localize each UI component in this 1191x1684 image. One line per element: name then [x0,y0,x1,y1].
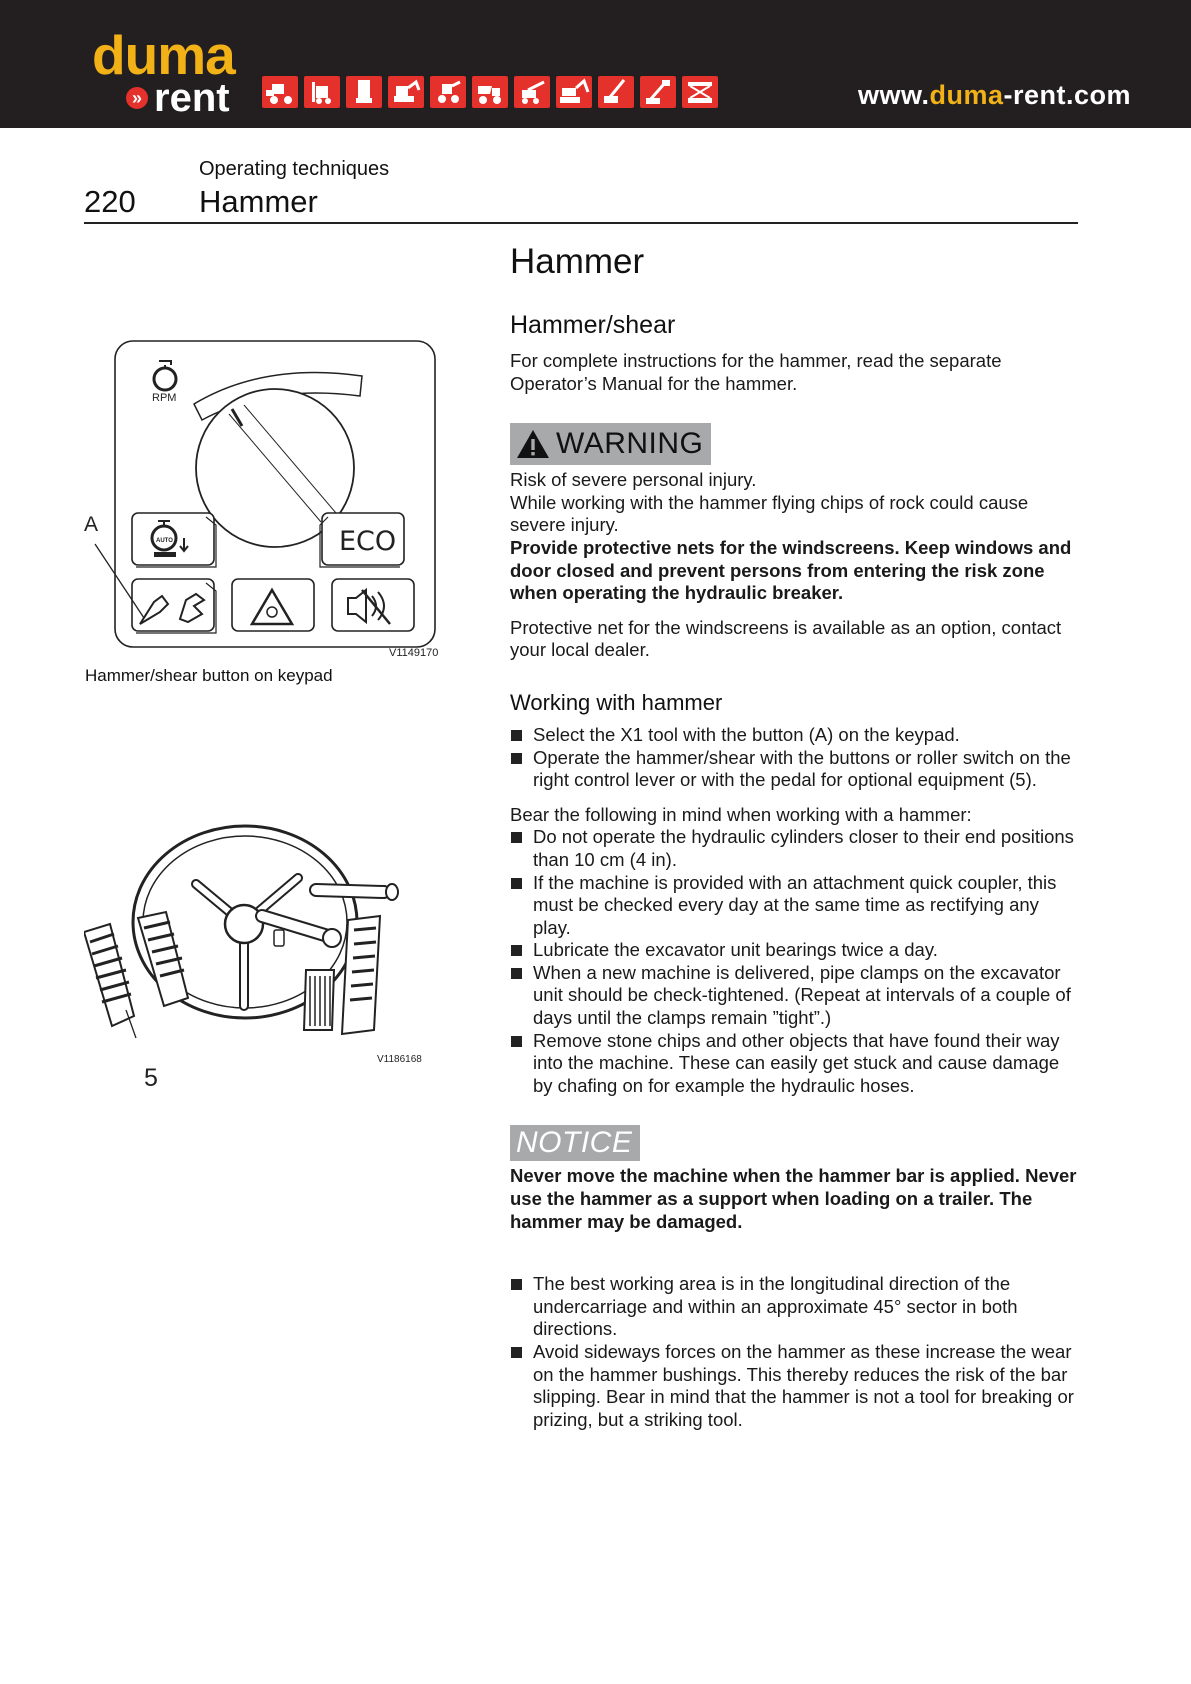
excavator-icon [556,76,592,108]
scissor-lift-icon [682,76,718,108]
intro-paragraph: For complete instructions for the hammer, read the separate Operator’s Manual for the hammer. [510,350,1002,394]
page-number: 220 [84,184,136,219]
rpm-label: RPM [152,392,177,404]
keypad-illustration [84,334,444,660]
warning-label: WARNING [556,427,704,461]
warning-badge [510,423,711,465]
callout-5: 5 [144,1064,158,1092]
website-url[interactable] [858,80,1131,111]
list-item: Do not operate the hydraulic cylinders closer to their end positions than 10 cm (4 in). [510,826,1080,871]
figure-code: V1149170 [389,647,439,659]
logo-rent [126,78,230,118]
page-title: Hammer [199,184,318,219]
forklift-icon [304,76,340,108]
notice-text: Never move the machine when the hammer bar is applied. Never use the hammer as a support when loading on a trailer. The hammer may be damaged. [510,1165,1077,1232]
figure-code: V1186168 [377,1054,422,1065]
logo-rent-text: rent [154,76,230,120]
url-suffix: -rent.com [1003,80,1131,110]
content-column [510,242,1080,1431]
left-pedal-group[interactable] [84,912,188,1026]
notice-badge [510,1125,640,1161]
warning-instruction: Provide protective nets for the windscreens. Keep windows and door closed and prevent persons from entering the risk zone when operating the hydraulic breaker. [510,536,1072,604]
subsection-heading: Hammer/shear [510,311,676,339]
notice-label: NOTICE [516,1126,633,1160]
working-heading: Working with hammer [510,689,723,715]
list-item: The best working area is in the longitudinal direction of the undercarriage and within an approximate 45° sector in both directions. [510,1273,1080,1341]
steering-wheel-pedals-illustration [84,820,444,1096]
stalk-switch [274,930,284,946]
list-item: Remove stone chips and other objects that have found their way into the machine. These can easily get stuck and cause damage by chafing on for example the hydraulic hoses. [510,1030,1080,1098]
eco-label: ECO [339,526,397,557]
steering-wheel-hub [225,905,263,943]
url-highlight: duma [929,80,1004,110]
list-item: Operate the hammer/shear with the buttons or roller switch on the right control lever or with the pedal for optional equipment (5). [510,747,1080,792]
hammer-shear-button[interactable] [132,579,216,633]
section-label: Operating techniques [199,158,390,180]
callout-a: A [84,513,99,536]
header-divider [84,222,1078,224]
warning-triangle-icon [516,428,550,460]
list-item: If the machine is provided with an attachment quick coupler, this must be checked every day at the same time as rectifying any play. [510,872,1080,940]
logo-duma-text: duma [92,24,235,86]
compactor-icon [346,76,382,108]
figure-caption: Hammer/shear button on keypad [85,666,333,685]
url-prefix: www. [857,80,930,110]
content-title: Hammer [510,242,645,281]
list-item: Select the X1 tool with the button (A) on the keypad. [510,724,1080,747]
auto-label: AUTO [156,538,173,544]
dumper-icon [472,76,508,108]
mute-alarm-button[interactable] [332,579,414,631]
auto-idle-button[interactable] [132,513,216,567]
list-item: When a new machine is delivered, pipe clamps on the excavator unit should be check-tightened. (Repeat at intervals of a couple of days until the clamps remain ”tight”.) [510,962,1080,1030]
logo-chevron-icon: » [126,87,148,109]
boom-lift-icon [640,76,676,108]
crawler-crane-icon [598,76,634,108]
list-item: Lubricate the excavator unit bearings twice a day. [510,939,1080,962]
bear-list [510,826,1080,1097]
mini-excavator-icon [388,76,424,108]
wheel-loader-icon [262,76,298,108]
net-note: Protective net for the windscreens is available as an option, contact your local dealer. [510,616,1062,661]
list-item: Avoid sideways forces on the hammer as these increase the wear on the hammer bushings. This thereby reduces the risk of the bar slipping. Bear in mind that the hammer is not a tool for breaking or prizing, but a striking tool. [510,1341,1080,1431]
final-list [510,1273,1080,1431]
warning-line: While working with the hammer flying chips of rock could cause severe injury. [510,491,1029,536]
warning-line: Risk of severe personal injury. [510,469,757,491]
bear-intro: Bear the following in mind when working with a hammer: [510,803,972,825]
steps-list [510,724,1080,792]
machine-icon-strip [262,76,718,108]
hazard-button[interactable] [232,579,314,631]
backhoe-loader-icon [430,76,466,108]
telehandler-icon [514,76,550,108]
